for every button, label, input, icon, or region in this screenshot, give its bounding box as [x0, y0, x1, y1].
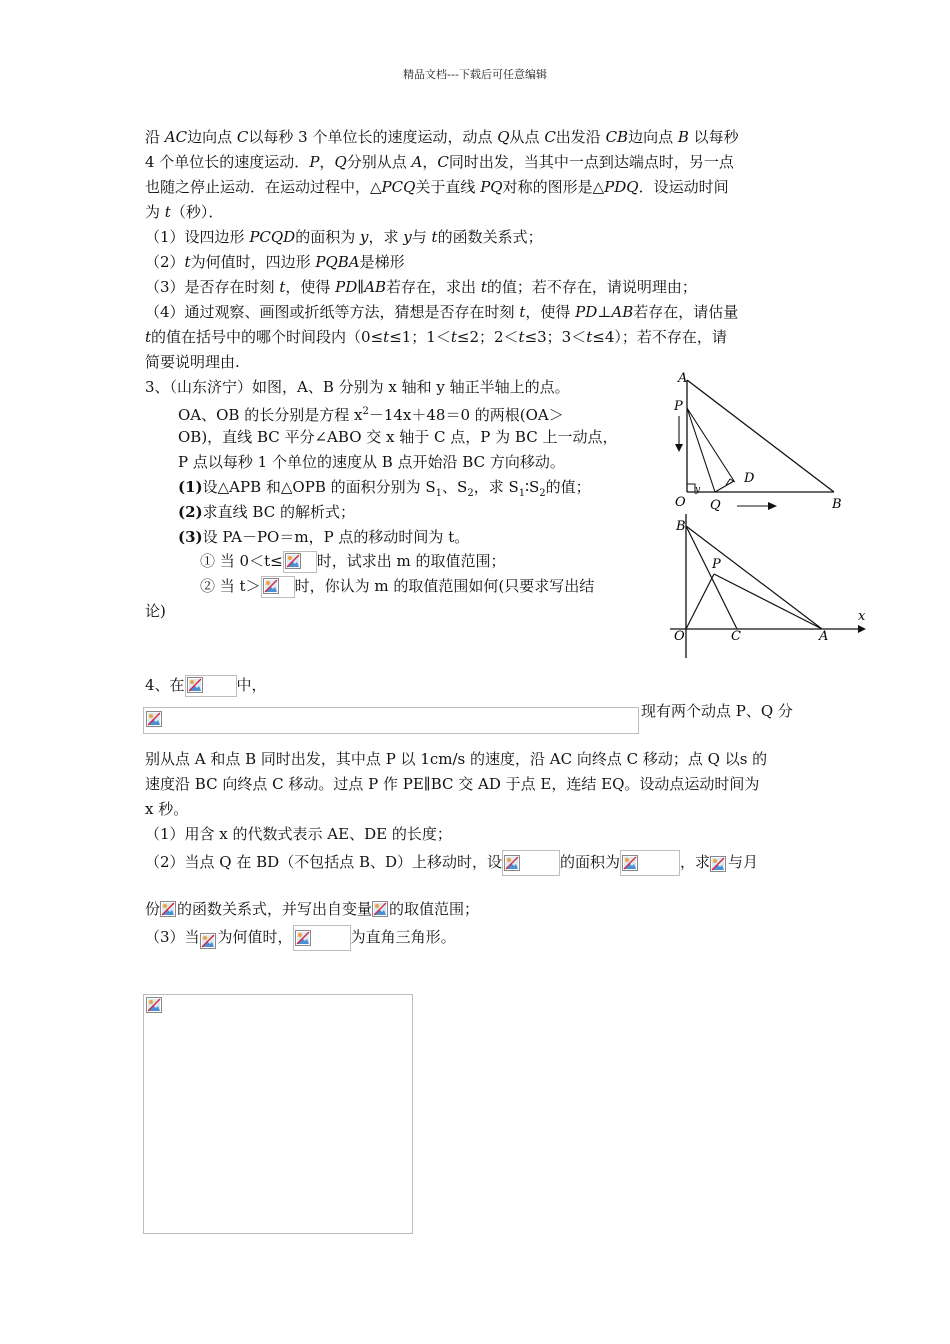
broken-image-icon [710, 856, 726, 872]
fig1-arrowhead-right [768, 502, 777, 510]
fig1-line-pd [687, 408, 734, 481]
p2-line1: 沿 AC边向点 C以每秒 3 个单位长的速度运动，动点 Q从点 C出发沿 CB边向点 B 以每秒 [145, 128, 739, 146]
broken-image-icon [200, 933, 216, 949]
p4-line5: x 秒。 [145, 800, 189, 818]
p2-line4: 为 t（秒）． [145, 203, 224, 221]
broken-image-icon [263, 578, 279, 594]
broken-image-icon [160, 901, 176, 917]
formula-image-wide [143, 707, 639, 734]
p3-line4: P 点以每秒 1 个单位的速度从 B 点开始沿 BC 方向移动。 [178, 453, 565, 471]
fig2-x-arrowhead [858, 625, 866, 633]
p4-q2: （2）当点 Q 在 BD（不包括点 B、D）上移动时，设 的面积为 ，求 与月 [145, 850, 758, 876]
p4-q1: （1）用含 x 的代数式表示 AE、DE 的长度； [145, 825, 452, 843]
fig2-line-pa [714, 574, 822, 629]
formula-image [283, 551, 317, 573]
p3-s2: (2)求直线 BC 的解析式； [178, 503, 355, 521]
broken-image-icon [187, 677, 203, 693]
p2-line3: 也随之停止运动．在运动过程中，△PCQ关于直线 PQ对称的图形是△PDQ．设运动时间 [145, 178, 729, 196]
broken-image-icon [372, 901, 388, 917]
p3-line2: OA、OB 的长分别是方程 $x^2-14x+48=0$ 的两根(OA＞ [178, 406, 564, 424]
fig1-label-d: D [744, 471, 755, 486]
formula-image [372, 900, 389, 920]
fig1-line-dq [715, 481, 734, 492]
p2-q1: （1）设四边形 PCQD的面积为 y，求 y与 t的函数关系式； [145, 228, 543, 246]
p4-line3: 别从点 A 和点 B 同时出发，其中点 P 以 1cm/s 的速度，沿 AC 向终点 C 移动；点 Q 以s 的 [145, 750, 768, 768]
broken-image-icon [146, 997, 162, 1013]
fig1-label-a: A [678, 371, 688, 386]
p2-q4c: 简要说明理由. [145, 353, 240, 371]
broken-image-icon [295, 930, 311, 946]
fig2-label-x: x [858, 609, 866, 624]
broken-image-icon [146, 711, 162, 727]
p2-q4b: t的值在括号中的哪个时间段内（0≤t≤1；1＜t≤2；2＜t≤3；3＜t≤4）；若不存在，请 [145, 328, 727, 346]
fig1-label-y: y [695, 485, 701, 495]
formula-image [185, 675, 237, 697]
fig1-label-p: P [674, 399, 683, 414]
fig2-label-p: P [712, 557, 721, 572]
p4-line1: 4、在 中， [145, 674, 267, 697]
formula-image [200, 925, 218, 951]
p4-line4: 速度沿 BC 向终点 C 移动。过点 P 作 PE∥BC 交 AD 于点 E，连结 EQ。设动点运动时间为 [145, 775, 760, 793]
formula-image [620, 850, 680, 876]
formula-image [710, 852, 728, 874]
fig1-line-pq [687, 408, 715, 492]
figure-coordinate [662, 514, 872, 662]
fig1-right-angle [687, 484, 695, 492]
p2-q2: （2）t为何值时，四边形 PQBA是梯形 [145, 253, 405, 271]
figure-triangle [662, 368, 862, 518]
formula-image [502, 850, 560, 876]
formula-image [160, 900, 177, 920]
page-header: 精品文档---下载后可任意编辑 [403, 68, 547, 81]
fig2-line-ba [686, 526, 822, 629]
fig2-line-op [686, 574, 714, 629]
p3-c1: ① 当 0＜t≤ 时，试求出 m 的取值范围； [200, 550, 505, 573]
p2-q4a: （4）通过观察、画图或折纸等方法，猜想是否存在时刻 t，使得 PD⊥AB若存在，请估量 [145, 303, 739, 321]
fig1-label-b: B [832, 497, 842, 512]
broken-image-icon [622, 855, 638, 871]
p3-c2-tail: 论) [145, 602, 166, 620]
formula-image [261, 576, 295, 598]
broken-image-icon [504, 855, 520, 871]
fig1-label-o: O [675, 495, 686, 510]
p2-q3: （3）是否存在时刻 t，使得 PD∥AB若存在，求出 t的值；若不存在，请说明理由； [145, 278, 697, 296]
broken-image-icon [285, 553, 301, 569]
fig1-arrowhead-down [675, 444, 683, 452]
p4-q2-cont: 份 的函数关系式，并写出自变量 的取值范围； [145, 900, 480, 918]
p3-s1: (1)设△APB 和△OPB 的面积分别为 $S_1$、$S_2$，求 $S_1∶S_2$的值； [178, 478, 591, 499]
fig2-label-c: C [731, 629, 741, 644]
fig1-label-q: Q [710, 498, 721, 513]
p3-s3: (3)设 PA－PO＝m，P 点的移动时间为 t。 [178, 528, 470, 546]
p4-q3: （3）当 为何值时， 为直角三角形。 [145, 925, 456, 951]
figure-image-placeholder [143, 994, 413, 1234]
p3-c2: ② 当 t＞ 时，你认为 m 的取值范围如何(只要求写出结 [200, 575, 594, 598]
fig2-label-a: A [819, 629, 829, 644]
p3-line1: 3、（山东济宁）如图，A、B 分别为 x 轴和 y 轴正半轴上的点。 [145, 378, 570, 396]
formula-image [293, 925, 351, 951]
fig2-label-o: O [674, 629, 685, 644]
p2-line2: 4 个单位长的速度运动．P，Q分别从点 A，C同时出发，当其中一点到达端点时，另一点 [145, 153, 734, 171]
fig2-label-b: B [676, 519, 686, 534]
p4-line2: 现有两个动点 P、Q 分 [641, 702, 793, 720]
p3-line3: OB)，直线 BC 平分∠ABO 交 x 轴于 C 点，P 为 BC 上一动点， [178, 428, 618, 446]
